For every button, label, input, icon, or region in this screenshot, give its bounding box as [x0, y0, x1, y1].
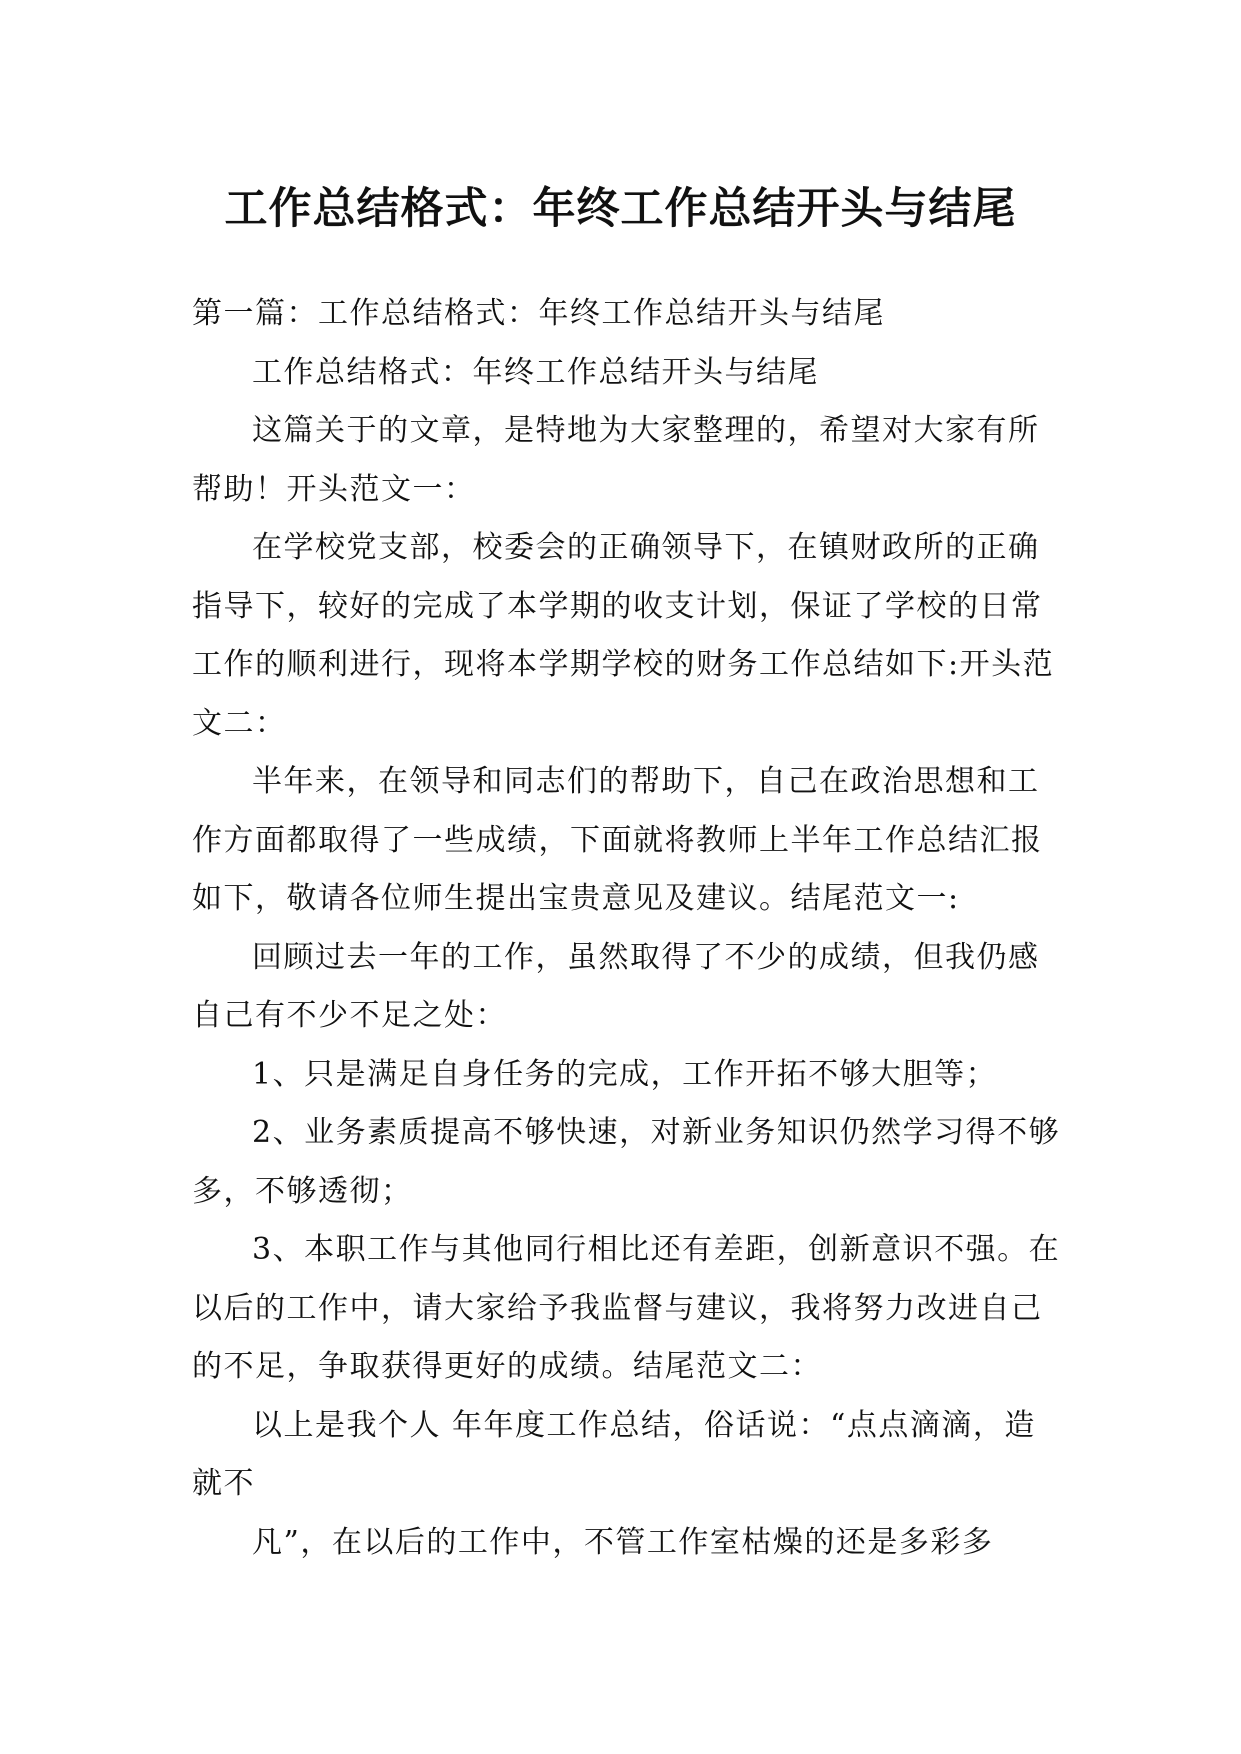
document-paragraph: 在学校党支部，校委会的正确领导下，在镇财政所的正确指导下，较好的完成了本学期的收支计划，保证了学校的日常工作的顺利进行，现将本学期学校的财务工作总结如下:开头范文二：: [192, 530, 1055, 741]
document-paragraph: 第一篇：工作总结格式：年终工作总结开头与结尾: [192, 296, 885, 331]
document-title: 工作总结格式：年终工作总结开头与结尾: [224, 183, 1017, 234]
document-paragraph: 回顾过去一年的工作，虽然取得了不少的成绩，但我仍感自己有不少不足之处：: [192, 939, 1040, 1033]
document-paragraph: 2、业务素质提高不够快速，对新业务知识仍然学习得不够多，不够透彻；: [192, 1115, 1061, 1209]
document-paragraph: 以上是我个人 年年度工作总结，俗话说：“点点滴滴，造就不: [192, 1407, 1036, 1501]
document-paragraph: 凡”，在以后的工作中，不管工作室枯燥的还是多彩多: [252, 1524, 994, 1560]
document-paragraph: 工作总结格式：年终工作总结开头与结尾: [252, 354, 819, 390]
document-body: [192, 285, 1062, 1572]
document-paragraph: 半年来，在领导和同志们的帮助下，自己在政治思想和工作方面都取得了一些成绩，下面就将教师上半年工作总结汇报如下，敬请各位师生提出宝贵意见及建议。结尾范文一:: [192, 764, 1043, 916]
document-paragraph: 3、本职工作与其他同行相比还有差距，创新意识不强。在以后的工作中，请大家给予我监督与建议，我将努力改进自己的不足，争取获得更好的成绩。结尾范文二：: [192, 1232, 1061, 1384]
document-paragraph: 1、只是满足自身任务的完成，工作开拓不够大胆等；: [252, 1056, 998, 1092]
document-paragraph: 这篇关于的文章，是特地为大家整理的，希望对大家有所帮助！开头范文一：: [192, 413, 1040, 507]
